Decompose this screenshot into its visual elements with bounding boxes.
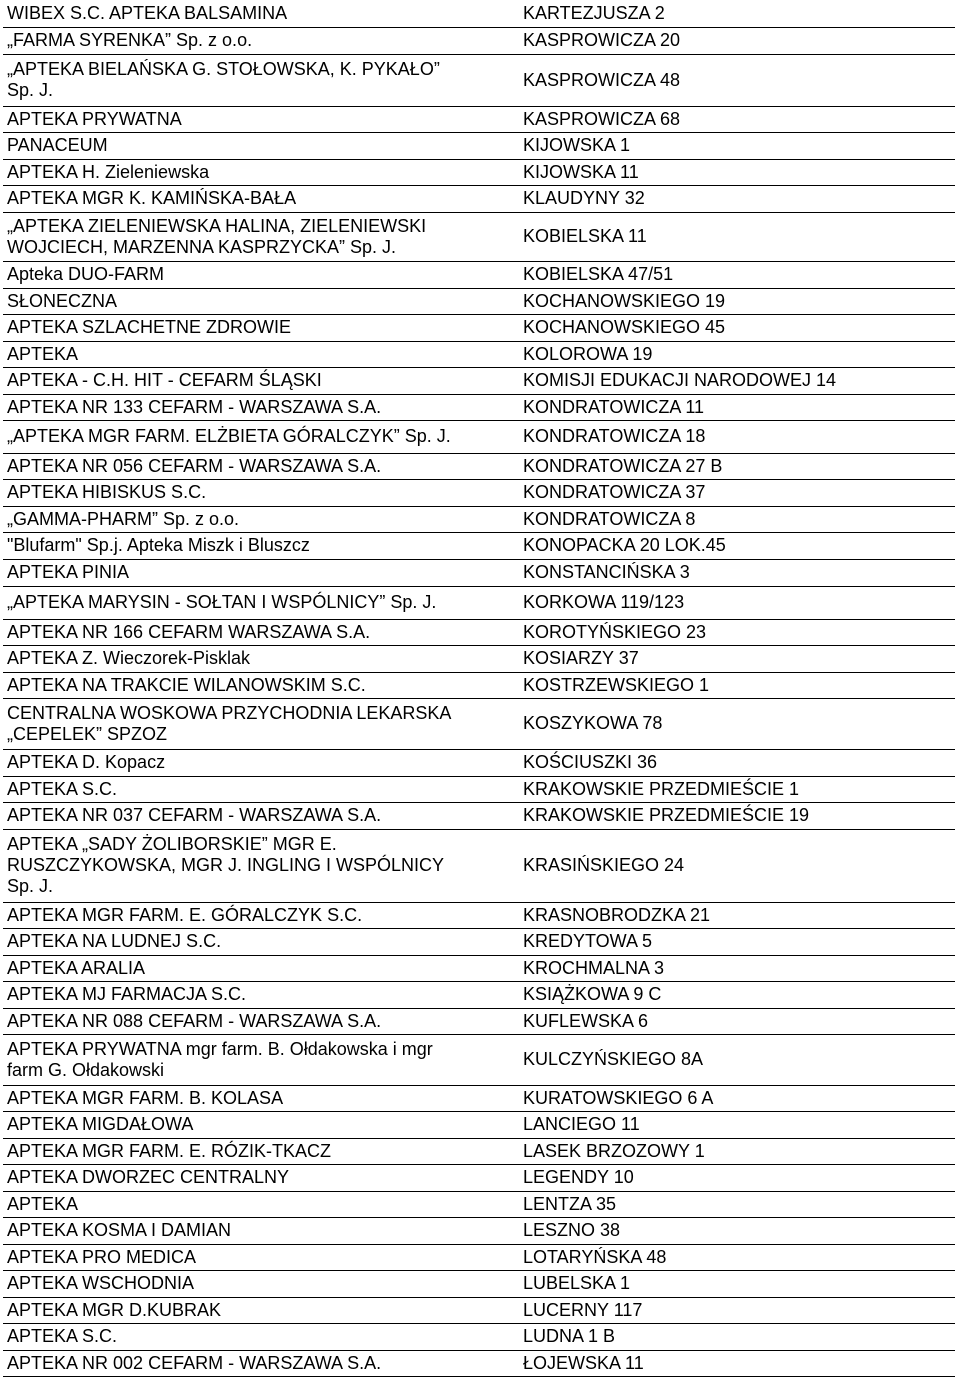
pharmacy-name-cell: APTEKA HIBISKUS S.C.	[3, 479, 520, 506]
table-row	[3, 27, 955, 54]
pharmacy-name-cell: APTEKA MGR D.KUBRAK	[3, 1297, 520, 1323]
table-row	[3, 955, 955, 981]
street-address-cell: KSIĄŻKOWA 9 C	[520, 981, 955, 1008]
pharmacy-name-cell: APTEKA NR 133 CEFARM - WARSZAWA S.A.	[3, 394, 520, 420]
table-row	[3, 1297, 955, 1323]
street-address-cell: KORKOWA 119/123	[520, 586, 955, 619]
table-row	[3, 1008, 955, 1034]
pharmacy-name-cell: APTEKA	[3, 1191, 520, 1217]
table-row	[3, 1085, 955, 1111]
pharmacy-table	[3, 1, 955, 1377]
table-row	[3, 559, 955, 586]
street-address-cell: KOBIELSKA 11	[520, 212, 955, 261]
street-address-cell: KRAKOWSKIE PRZEDMIEŚCIE 1	[520, 776, 955, 802]
street-address-cell: KOLOROWA 19	[520, 341, 955, 367]
pharmacy-name-cell: „APTEKA MARYSIN - SOŁTAN I WSPÓLNICY” Sp. J.	[3, 586, 520, 619]
table-row	[3, 586, 955, 619]
pharmacy-name-cell: CENTRALNA WOSKOWA PRZYCHODNIA LEKARSKA „CEPELEK” SPZOZ	[3, 698, 520, 749]
street-address-cell: KUFLEWSKA 6	[520, 1008, 955, 1034]
street-address-cell: ŁOJEWSKA 11	[520, 1350, 955, 1376]
pharmacy-name-cell: APTEKA D. Kopacz	[3, 749, 520, 776]
street-address-cell: KONDRATOWICZA 18	[520, 420, 955, 453]
pharmacy-name-cell: APTEKA - C.H. HIT - CEFARM ŚLĄSKI	[3, 367, 520, 394]
table-row	[3, 261, 955, 288]
pharmacy-name-cell: APTEKA NR 166 CEFARM WARSZAWA S.A.	[3, 619, 520, 645]
table-row	[3, 132, 955, 159]
pharmacy-name-cell: APTEKA MGR K. KAMIŃSKA-BAŁA	[3, 185, 520, 212]
street-address-cell: KOSZYKOWA 78	[520, 698, 955, 749]
pharmacy-name-cell: APTEKA PINIA	[3, 559, 520, 586]
table-row	[3, 394, 955, 420]
table-row	[3, 479, 955, 506]
street-address-cell: LANCIEGO 11	[520, 1111, 955, 1138]
table-row	[3, 1323, 955, 1350]
table-row	[3, 928, 955, 955]
table-row	[3, 420, 955, 453]
table-row	[3, 453, 955, 479]
street-address-cell: LUDNA 1 B	[520, 1323, 955, 1350]
pharmacy-name-cell: Apteka DUO-FARM	[3, 261, 520, 288]
street-address-cell: LESZNO 38	[520, 1217, 955, 1244]
table-row	[3, 1244, 955, 1270]
pharmacy-name-cell: „APTEKA ZIELENIEWSKA HALINA, ZIELENIEWSKI WOJCIECH, MARZENNA KASPRZYCKA” Sp. J.	[3, 212, 520, 261]
street-address-cell: KASPROWICZA 48	[520, 54, 955, 106]
street-address-cell: KONDRATOWICZA 8	[520, 506, 955, 532]
pharmacy-name-cell: APTEKA „SADY ŻOLIBORSKIE” MGR E. RUSZCZYKOWSKA, MGR J. INGLING I WSPÓLNICY Sp. J.	[3, 829, 520, 902]
table-row	[3, 1350, 955, 1376]
pharmacy-name-cell: APTEKA DWORZEC CENTRALNY	[3, 1164, 520, 1191]
pharmacy-name-cell: APTEKA H. Zieleniewska	[3, 159, 520, 185]
street-address-cell: KRASIŃSKIEGO 24	[520, 829, 955, 902]
table-row	[3, 54, 955, 106]
table-row	[3, 698, 955, 749]
pharmacy-name-cell: APTEKA PRYWATNA	[3, 106, 520, 132]
table-row	[3, 802, 955, 829]
street-address-cell: KULCZYŃSKIEGO 8A	[520, 1034, 955, 1085]
pharmacy-name-cell: APTEKA PRYWATNA mgr farm. B. Ołdakowska i mgr farm G. Ołdakowski	[3, 1034, 520, 1085]
table-row	[3, 1164, 955, 1191]
street-address-cell: KRAKOWSKIE PRZEDMIEŚCIE 19	[520, 802, 955, 829]
table-row	[3, 619, 955, 645]
pharmacy-name-cell: APTEKA NR 037 CEFARM - WARSZAWA S.A.	[3, 802, 520, 829]
table-row	[3, 185, 955, 212]
table-row	[3, 645, 955, 672]
pharmacy-name-cell: PANACEUM	[3, 132, 520, 159]
street-address-cell: KONSTANCIŃSKA 3	[520, 559, 955, 586]
street-address-cell: KONOPACKA 20 LOK.45	[520, 532, 955, 559]
table-row	[3, 829, 955, 902]
street-address-cell: KOSIARZY 37	[520, 645, 955, 672]
street-address-cell: LUCERNY 117	[520, 1297, 955, 1323]
street-address-cell: KOCHANOWSKIEGO 19	[520, 288, 955, 314]
table-row	[3, 1, 955, 27]
pharmacy-name-cell: APTEKA MIGDAŁOWA	[3, 1111, 520, 1138]
street-address-cell: LUBELSKA 1	[520, 1270, 955, 1297]
pharmacy-name-cell: APTEKA ARALIA	[3, 955, 520, 981]
street-address-cell: LOTARYŃSKA 48	[520, 1244, 955, 1270]
pharmacy-table-body	[3, 1, 955, 1376]
pharmacy-name-cell: APTEKA S.C.	[3, 776, 520, 802]
pharmacy-name-cell: APTEKA Z. Wieczorek-Pisklak	[3, 645, 520, 672]
table-row	[3, 506, 955, 532]
pharmacy-name-cell: APTEKA NR 088 CEFARM - WARSZAWA S.A.	[3, 1008, 520, 1034]
street-address-cell: KIJOWSKA 11	[520, 159, 955, 185]
street-address-cell: KARTEZJUSZA 2	[520, 1, 955, 27]
street-address-cell: KOSTRZEWSKIEGO 1	[520, 672, 955, 698]
table-row	[3, 1034, 955, 1085]
street-address-cell: KROCHMALNA 3	[520, 955, 955, 981]
street-address-cell: KLAUDYNY 32	[520, 185, 955, 212]
pharmacy-name-cell: APTEKA WSCHODNIA	[3, 1270, 520, 1297]
street-address-cell: KOMISJI EDUKACJI NARODOWEJ 14	[520, 367, 955, 394]
pharmacy-name-cell: APTEKA SZLACHETNE ZDROWIE	[3, 314, 520, 341]
street-address-cell: KOROTYŃSKIEGO 23	[520, 619, 955, 645]
street-address-cell: KIJOWSKA 1	[520, 132, 955, 159]
pharmacy-name-cell: APTEKA S.C.	[3, 1323, 520, 1350]
pharmacy-name-cell: „APTEKA MGR FARM. ELŻBIETA GÓRALCZYK” Sp. J.	[3, 420, 520, 453]
table-row	[3, 749, 955, 776]
street-address-cell: KONDRATOWICZA 11	[520, 394, 955, 420]
pharmacy-name-cell: „APTEKA BIELAŃSKA G. STOŁOWSKA, K. PYKAŁO” Sp. J.	[3, 54, 520, 106]
table-row	[3, 1191, 955, 1217]
pharmacy-name-cell: APTEKA MJ FARMACJA S.C.	[3, 981, 520, 1008]
pharmacy-name-cell: APTEKA NA TRAKCIE WILANOWSKIM S.C.	[3, 672, 520, 698]
pharmacy-name-cell: APTEKA NA LUDNEJ S.C.	[3, 928, 520, 955]
street-address-cell: KOŚCIUSZKI 36	[520, 749, 955, 776]
pharmacy-name-cell: APTEKA	[3, 341, 520, 367]
street-address-cell: KOCHANOWSKIEGO 45	[520, 314, 955, 341]
pharmacy-name-cell: „GAMMA-PHARM” Sp. z o.o.	[3, 506, 520, 532]
pharmacy-name-cell: SŁONECZNA	[3, 288, 520, 314]
table-row	[3, 981, 955, 1008]
table-row	[3, 1138, 955, 1164]
street-address-cell: LEGENDY 10	[520, 1164, 955, 1191]
street-address-cell: LENTZA 35	[520, 1191, 955, 1217]
pharmacy-name-cell: APTEKA MGR FARM. B. KOLASA	[3, 1085, 520, 1111]
street-address-cell: KONDRATOWICZA 37	[520, 479, 955, 506]
street-address-cell: LASEK BRZOZOWY 1	[520, 1138, 955, 1164]
pharmacy-name-cell: APTEKA NR 002 CEFARM - WARSZAWA S.A.	[3, 1350, 520, 1376]
table-row	[3, 314, 955, 341]
table-row	[3, 1270, 955, 1297]
table-row	[3, 106, 955, 132]
pharmacy-name-cell: APTEKA KOSMA I DAMIAN	[3, 1217, 520, 1244]
table-row	[3, 532, 955, 559]
table-row	[3, 672, 955, 698]
table-row	[3, 288, 955, 314]
pharmacy-name-cell: „FARMA SYRENKA” Sp. z o.o.	[3, 27, 520, 54]
pharmacy-name-cell: APTEKA PRO MEDICA	[3, 1244, 520, 1270]
pharmacy-name-cell: APTEKA MGR FARM. E. RÓZIK-TKACZ	[3, 1138, 520, 1164]
table-row	[3, 776, 955, 802]
street-address-cell: KASPROWICZA 20	[520, 27, 955, 54]
table-row	[3, 1217, 955, 1244]
street-address-cell: KASPROWICZA 68	[520, 106, 955, 132]
table-row	[3, 212, 955, 261]
street-address-cell: KRASNOBRODZKA 21	[520, 902, 955, 928]
pharmacy-name-cell: "Blufarm" Sp.j. Apteka Miszk i Bluszcz	[3, 532, 520, 559]
table-row	[3, 1111, 955, 1138]
pharmacy-name-cell: WIBEX S.C. APTEKA BALSAMINA	[3, 1, 520, 27]
table-row	[3, 367, 955, 394]
street-address-cell: KONDRATOWICZA 27 B	[520, 453, 955, 479]
table-row	[3, 159, 955, 185]
street-address-cell: KURATOWSKIEGO 6 A	[520, 1085, 955, 1111]
street-address-cell: KREDYTOWA 5	[520, 928, 955, 955]
pharmacy-name-cell: APTEKA MGR FARM. E. GÓRALCZYK S.C.	[3, 902, 520, 928]
table-row	[3, 341, 955, 367]
pharmacy-name-cell: APTEKA NR 056 CEFARM - WARSZAWA S.A.	[3, 453, 520, 479]
table-row	[3, 902, 955, 928]
street-address-cell: KOBIELSKA 47/51	[520, 261, 955, 288]
